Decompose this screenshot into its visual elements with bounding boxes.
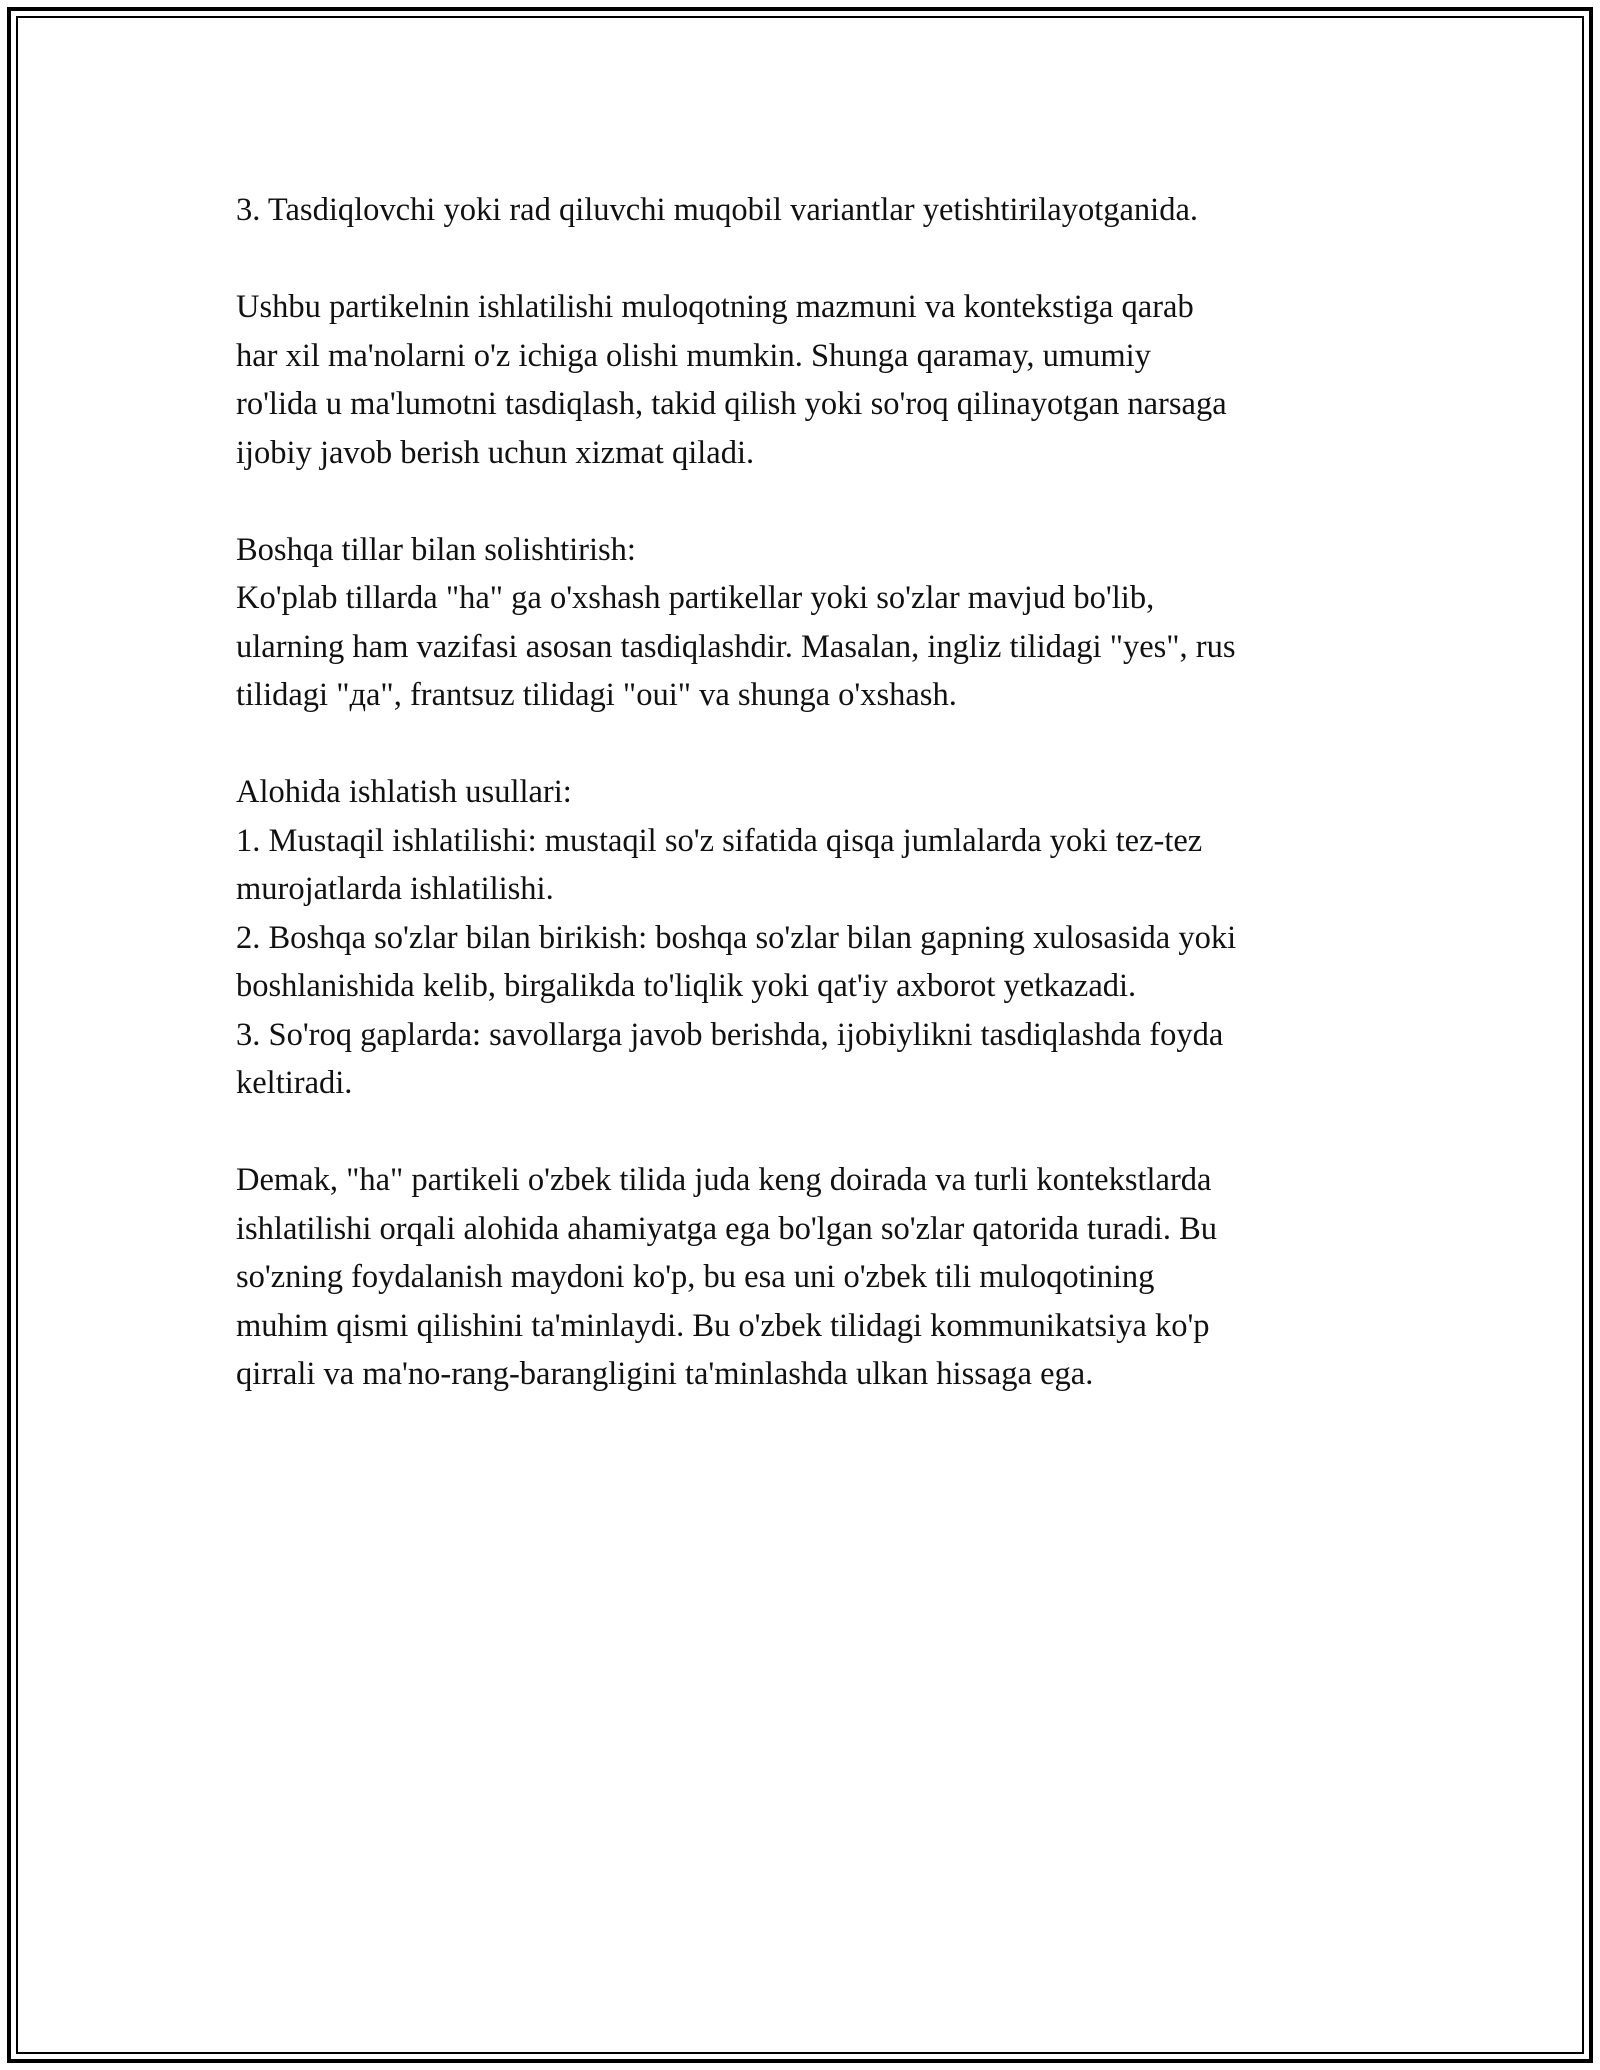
text-line: so'zning foydalanish maydoni ko'p, bu esa uni o'zbek tili muloqotining [236, 1259, 1155, 1295]
list-item-line: 2. Boshqa so'zlar bilan birikish: boshqa so'zlar bilan gapning xulosasida yoki [236, 919, 1237, 956]
paragraph-conclusion [236, 1156, 1396, 1399]
section-heading: Boshqa tillar bilan solishtirish: [236, 531, 636, 568]
paragraph-language-comparison [236, 526, 1396, 720]
section-heading: Alohida ishlatish usullari: [236, 774, 572, 810]
text-line: Ko'plab tillarda "ha" ga o'xshash partikellar yoki so'zlar mavjud bo'lib, [236, 580, 1155, 616]
text-line: 3. Tasdiqlovchi yoki rad qiluvchi muqobil variantlar yetishtirilayotganida. [236, 192, 1199, 228]
text-line: ishlatilishi orqali alohida ahamiyatga ega bo'lgan so'zlar qatorida turadi. Bu [236, 1210, 1218, 1247]
text-line: ijobiy javob berish uchun xizmat qiladi. [236, 434, 755, 471]
text-line: tilidagi "да", frantsuz tilidagi "oui" va shunga o'xshash. [236, 677, 957, 713]
list-item-line: 3. So'roq gaplarda: savollarga javob berishda, ijobiylikni tasdiqlashda foyda [236, 1016, 1224, 1053]
text-line: Demak, "ha" partikeli o'zbek tilida juda keng doirada va turli kontekstlarda [236, 1162, 1212, 1198]
list-item-line: keltiradi. [236, 1065, 353, 1101]
list-item-line: boshlanishida kelib, birgalikda to'liqlik yoki qat'iy axborot yetkazadi. [236, 968, 1137, 1004]
paragraph-usage-context [236, 283, 1396, 477]
text-line: har xil ma'nolarni o'z ichiga olishi mumkin. Shunga qaramay, umumiy [236, 337, 1151, 374]
paragraph-usage-methods [236, 768, 1396, 1108]
text-line: Ushbu partikelnin ishlatilishi muloqotning mazmuni va kontekstiga qarab [236, 289, 1194, 325]
list-item-line: 1. Mustaqil ishlatilishi: mustaqil so'z sifatida qisqa jumlalarda yoki tez-tez [236, 822, 1203, 859]
text-line: ro'lida u ma'lumotni tasdiqlash, takid qilish yoki so'roq qilinayotgan narsaga [236, 386, 1227, 422]
paragraph-numbered-item-3 [236, 186, 1396, 235]
list-item-line: murojatlarda ishlatilishi. [236, 871, 554, 907]
text-line: ularning ham vazifasi asosan tasdiqlashdir. Masalan, ingliz tilidagi "yes", rus [236, 628, 1236, 665]
text-line: muhim qismi qilishini ta'minlaydi. Bu o'zbek tilidagi kommunikatsiya ko'p [236, 1307, 1210, 1344]
document-body [236, 186, 1396, 1447]
text-line: qirrali va ma'no-rang-barangligini ta'minlashda ulkan hissaga ega. [236, 1356, 1094, 1392]
